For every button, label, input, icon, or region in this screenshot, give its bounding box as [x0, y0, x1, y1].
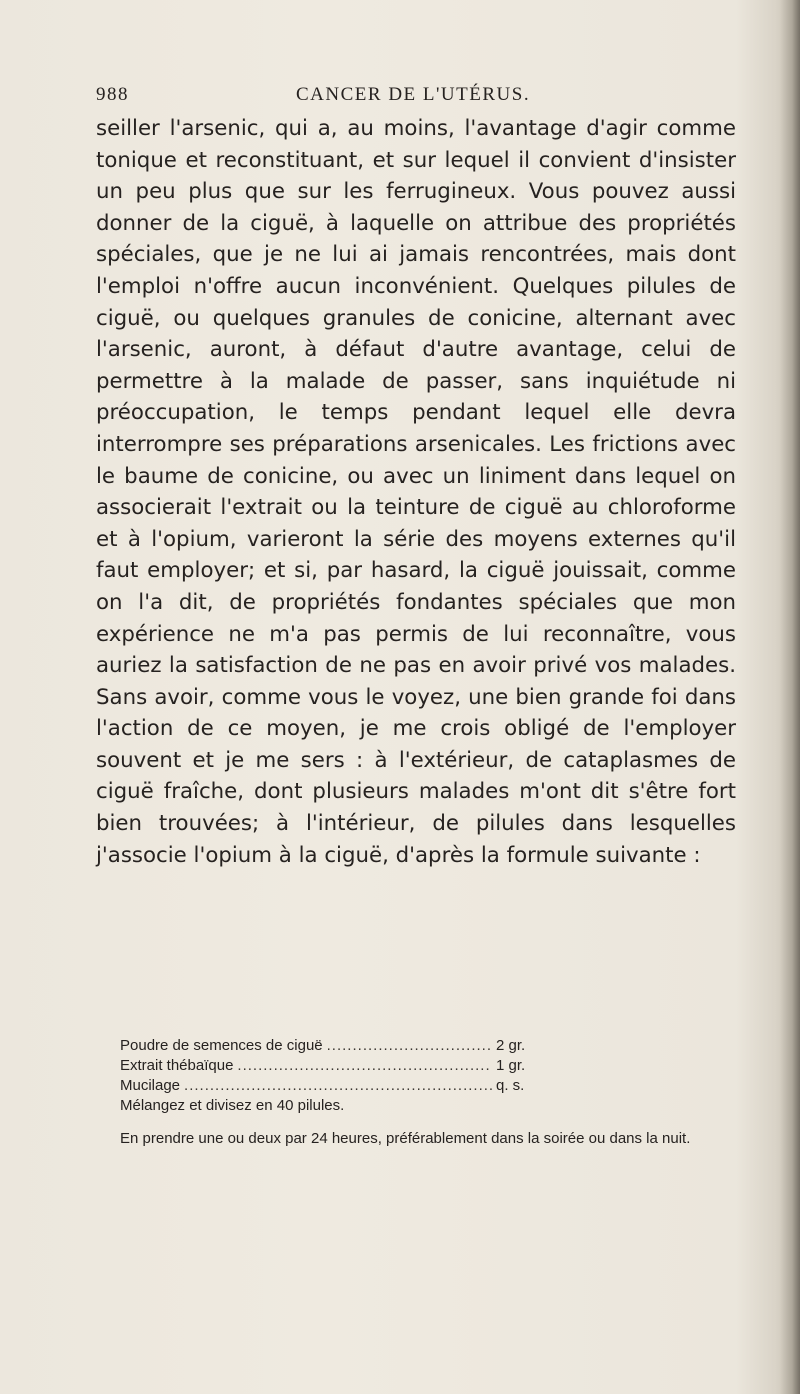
- formula-amount: 2 gr.: [496, 1037, 526, 1054]
- page-number: 988: [96, 84, 129, 105]
- formula-row: [120, 1056, 544, 1076]
- page-header: [96, 84, 732, 112]
- dot-leader: [184, 1076, 492, 1096]
- page-edge-shadow: [780, 0, 800, 1394]
- formula-row: [120, 1076, 544, 1096]
- main-text: [96, 113, 736, 871]
- formula-ingredient: Mucilage: [120, 1077, 181, 1094]
- pill-formula: [120, 1036, 732, 1116]
- formula-ingredient: Extrait thébaïque: [120, 1057, 234, 1074]
- dot-leader: [237, 1056, 492, 1076]
- formula-row: [120, 1036, 544, 1056]
- formula-instruction: Mélangez et divisez en 40 pilules.: [120, 1097, 345, 1114]
- formula-list: [120, 1036, 544, 1096]
- usage-note: En prendre une ou deux par 24 heures, préférablement dans la soirée ou dans la nuit.: [120, 1130, 691, 1147]
- formula-amount: q. s.: [496, 1077, 525, 1094]
- body-paragraph: seiller l'arsenic, qui a, au moins, l'avantage d'agir comme tonique et reconstituant, et sur lequel il convient d'insister un peu plus que sur les ferrugineux. Vous pouvez aussi donner de la ciguë, à laquelle on attribue des propriétés spéciales, que je ne lui ai jamais rencontrées, mais dont l'emploi n'offre aucun inconvénient. Quelques pilules de ciguë, ou quelques granules de conicine, alternant avec l'arsenic, auront, à défaut d'autre avantage, celui de permettre à la malade de passer, sans inquiétude ni préoccupation, le temps pendant lequel elle devra interrompre ses préparations arsenicales. Les frictions avec le baume de conicine, ou avec un liniment dans lequel on associerait l'extrait ou la teinture de ciguë au chloroforme et à l'opium, varieront la série des moyens externes qu'il faut employer; et si, par hasard, la ciguë jouissait, comme on l'a dit, de propriétés fondantes spéciales que mon expérience ne m'a pas permis de lui reconnaître, vous auriez la satisfaction de ne pas en avoir privé vos malades. Sans avoir, comme vous le voyez, une bien grande foi dans l'action de ce moyen, je me crois obligé de l'employer souvent et je me sers : à l'extérieur, de cataplasmes de ciguë fraîche, dont plusieurs malades m'ont dit s'être fort bien trouvées; à l'intérieur, de pilules dans lesquelles j'associe l'opium à la ciguë, d'après la formule suivante :: [96, 116, 736, 868]
- formula-ingredient: Poudre de semences de ciguë: [120, 1037, 323, 1054]
- running-title: CANCER DE L'UTÉRUS.: [296, 84, 531, 105]
- formula-amount: 1 gr.: [496, 1057, 526, 1074]
- dot-leader: [327, 1036, 492, 1056]
